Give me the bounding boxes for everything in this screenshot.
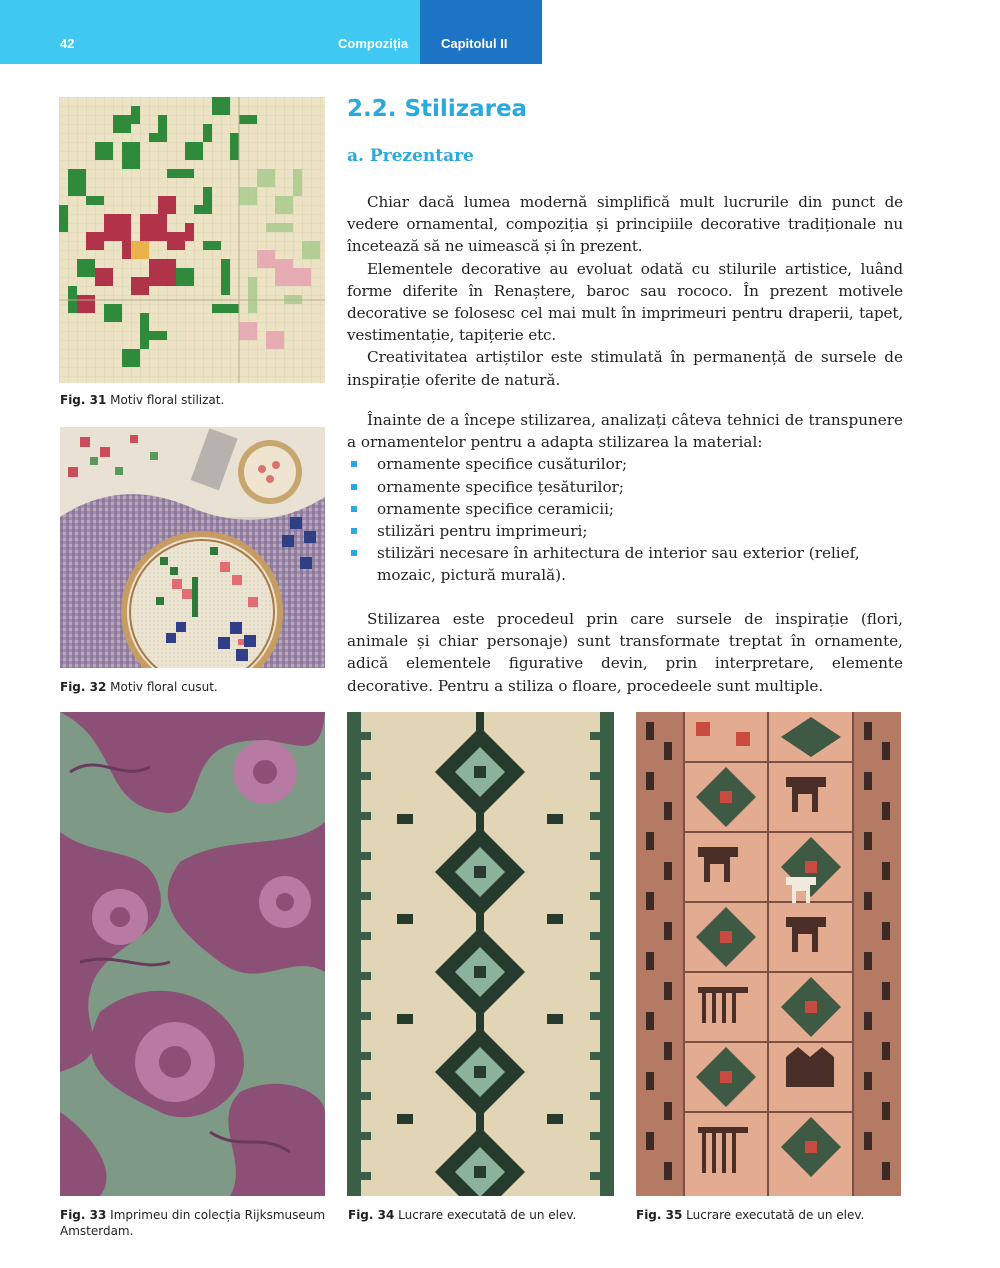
paragraph-5: Stilizarea este procedeul prin care sursele de inspirație (flori, animale și chiar personaje) sunt transformate treptat în ornamente, adică elementele figurative devin, prin interpretare, elemente decorative. Pentru a stiliza o floare, procedeele sunt multiple.: [347, 610, 903, 695]
page-header: [0, 0, 542, 64]
section-name: Compoziția: [338, 36, 409, 51]
section-title: 2.2. Stilizarea: [347, 96, 528, 122]
intro-text: [347, 191, 903, 391]
figure-32-caption: [60, 679, 218, 695]
techniques-list: [347, 453, 903, 586]
figure-34-text: Lucrare executată de un elev.: [398, 1208, 577, 1222]
figure-33-text: Imprimeu din colecția Rijksmuseum Amsterdam.: [60, 1208, 326, 1238]
figure-35-text: Lucrare executată de un elev.: [686, 1208, 865, 1222]
figure-34-caption: [348, 1207, 576, 1223]
figure-31-label: Fig. 31: [60, 393, 107, 407]
list-item: ornamente specifice țesăturilor;: [347, 476, 903, 498]
figure-32-label: Fig. 32: [60, 680, 107, 694]
figure-33-image: [60, 712, 325, 1196]
page-number: 42: [60, 36, 75, 51]
techniques-text: [347, 409, 903, 587]
list-item: stilizări necesare în arhitectura de interior sau exterior (relief, mozaic, pictură murală).: [347, 542, 903, 586]
chapter-tab: [420, 0, 542, 64]
list-item: ornamente specifice ceramicii;: [347, 498, 903, 520]
figure-31-image: [59, 97, 325, 383]
paragraph-4: Înainte de a începe stilizarea, analizați câteva tehnici de transpunere a ornamentelor pentru a adapta stilizarea la material:: [347, 411, 903, 452]
list-item: ornamente specifice cusăturilor;: [347, 453, 903, 475]
definition-text: [347, 608, 903, 697]
subsection-title: a. Prezentare: [347, 146, 474, 166]
figure-31-caption: [60, 392, 224, 408]
figure-35-caption: [636, 1207, 864, 1223]
figure-33-label: Fig. 33: [60, 1208, 107, 1222]
paragraph-1: Chiar dacă lumea modernă simplifică mult lucrurile din punct de vedere ornamental, compoziția și principiile decorative tradiționale nu încetează să ne uimească și în prezent.: [347, 193, 903, 256]
figure-34-label: Fig. 34: [348, 1208, 395, 1222]
figure-32-image: [60, 427, 325, 668]
figure-34-image: [347, 712, 614, 1196]
figure-35-image: [636, 712, 901, 1196]
chapter-label: Capitolul II: [441, 36, 508, 51]
figure-35-label: Fig. 35: [636, 1208, 683, 1222]
paragraph-3: Creativitatea artiștilor este stimulată în permanență de sursele de inspirație oferite de natură.: [347, 348, 903, 389]
figure-31-text: Motiv floral stilizat.: [110, 393, 225, 407]
list-item: stilizări pentru imprimeuri;: [347, 520, 903, 542]
paragraph-2: Elementele decorative au evoluat odată cu stilurile artistice, luând forme diferite în Renaștere, baroc sau rococo. În prezent motivele decorative se folosesc cel mai mult în imprimeuri pentru draperii, tapet, vestimentație, tapițerie etc.: [347, 259, 903, 345]
figure-33-caption: [60, 1207, 330, 1239]
figure-32-text: Motiv floral cusut.: [110, 680, 218, 694]
